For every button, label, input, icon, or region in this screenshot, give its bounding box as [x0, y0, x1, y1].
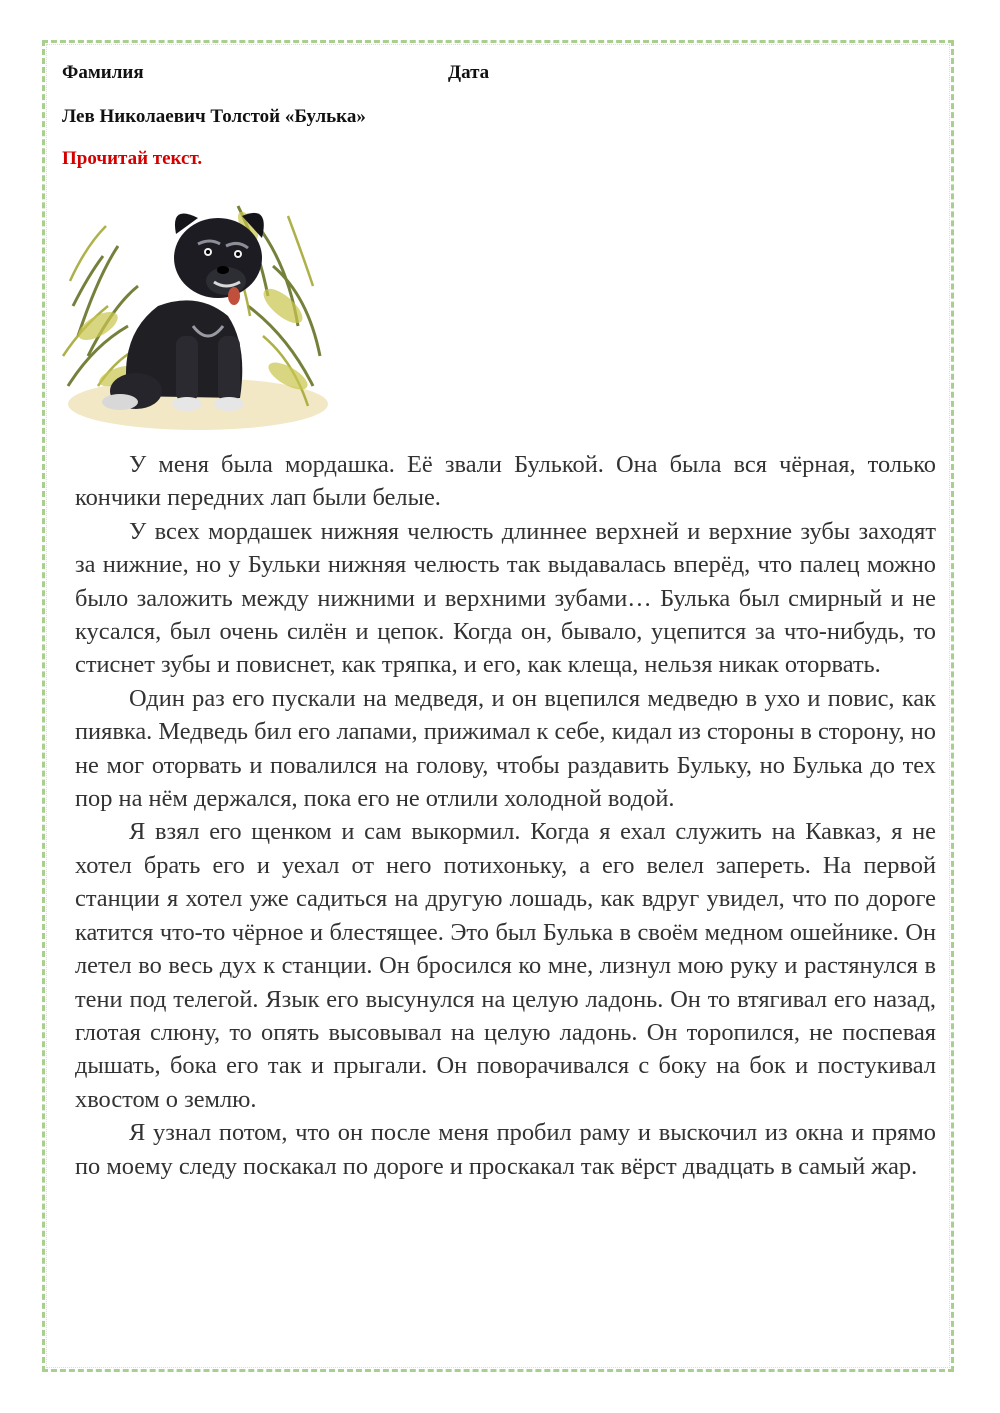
author-title: Лев Николаевич Толстой «Булька»	[62, 106, 366, 127]
story-text	[75, 448, 936, 1183]
story-paragraph: Я взял его щенком и сам выкормил. Когда я ехал служить на Кавказ, я не хотел брать его и уехал от него потихоньку, а его велел запереть. На первой станции я хотел уже садиться на другую лошадь, как вдруг увидел, что по дороге катится что-то чёрное и блестящее. Это был Булька в своём медном ошейнике. Он летел во весь дух к станции. Он бросился ко мне, лизнул мою руку и растянулся в тени под телегой. Язык его высунулся на целую ладонь. Он то втягивал его назад, глотая слюну, то опять высовывал на целую ладонь. Он торопился, не поспевая дышать, бока его так и прыгали. Он поворачивался с боку на бок и постукивал хвостом о землю.	[75, 818, 936, 1113]
header-row	[62, 62, 922, 90]
story-paragraph: Один раз его пускали на медведя, и он вцепился медведю в ухо и повис, как пиявка. Медведь бил его лапами, прижимал к себе, кидал из стороны в сторону, но не мог оторвать и повалился на голову, чтобы раздавить Бульку, но Булька до тех пор на нём держался, пока его не отлили холодной водой.	[75, 684, 936, 813]
story-paragraph: У всех мордашек нижняя челюсть длиннее верхней и верхние зубы заходят за нижние, но у Бульки нижняя челюсть так выдавалась вперёд, что палец можно было заложить между нижними и верхними зубами… Булька был смирный и не кусался, был очень силён и цепок. Когда он, бывало, уцепится за что-нибудь, то стиснет зубы и повиснет, как тряпка, и его, как клеща, нельзя никак оторвать.	[75, 517, 936, 679]
instruction: Прочитай текст.	[62, 148, 203, 169]
black-puppy-illustration	[58, 186, 330, 432]
surname-label: Фамилия	[62, 62, 144, 83]
date-label: Дата	[448, 62, 490, 83]
story-paragraph: Я узнал потом, что он после меня пробил раму и выскочил из окна и прямо по моему следу поскакал по дороге и проскакал так вёрст двадцать в самый жар.	[75, 1119, 936, 1180]
story-paragraph: У меня была мордашка. Её звали Булькой. Она была вся чёрная, только кончики передних лап были белые.	[75, 451, 936, 512]
